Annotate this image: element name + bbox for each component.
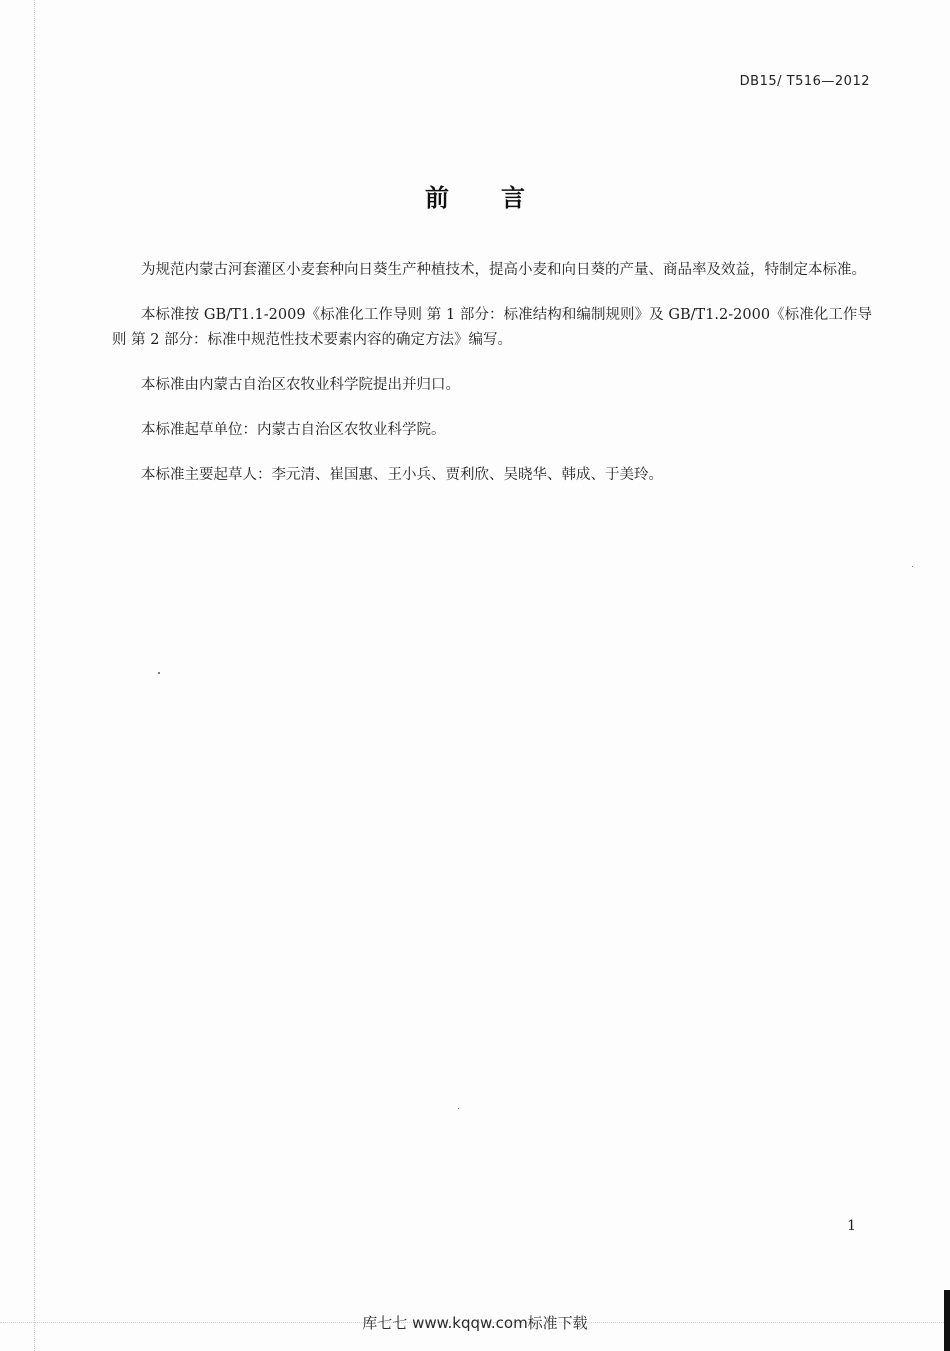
paragraph-drafting-unit: 本标准起草单位：内蒙古自治区农牧业科学院。 bbox=[141, 422, 446, 438]
preface-body bbox=[112, 258, 872, 508]
page-number: 1 bbox=[847, 1218, 856, 1234]
paragraph-drafters: 本标准主要起草人：李元清、崔国惠、王小兵、贾利欣、吴晓华、韩成、于美玲。 bbox=[141, 467, 663, 483]
scan-speck bbox=[158, 672, 160, 674]
footer-watermark: 库七七 www.kqqw.com标准下载 bbox=[362, 1314, 588, 1332]
scan-speck bbox=[458, 1108, 459, 1109]
paragraph-drafting-rules: 本标准按 GB/T1.1-2009《标准化工作导则 第 1 部分：标准结构和编制规则》及 GB/T1.2-2000《标准化工作导则 第 2 部分：标准中规范性技术要素内容的确定方法》编写。 bbox=[112, 307, 872, 348]
standard-code: DB15/ T516—2012 bbox=[739, 74, 870, 89]
scan-speck bbox=[912, 566, 913, 567]
page-title: 前言 bbox=[425, 184, 577, 212]
paragraph-proposer: 本标准由内蒙古自治区农牧业科学院提出并归口。 bbox=[141, 377, 460, 393]
paragraph-purpose: 为规范内蒙古河套灌区小麦套种向日葵生产种植技术，提高小麦和向日葵的产量、商品率及效益，特制定本标准。 bbox=[141, 262, 866, 278]
